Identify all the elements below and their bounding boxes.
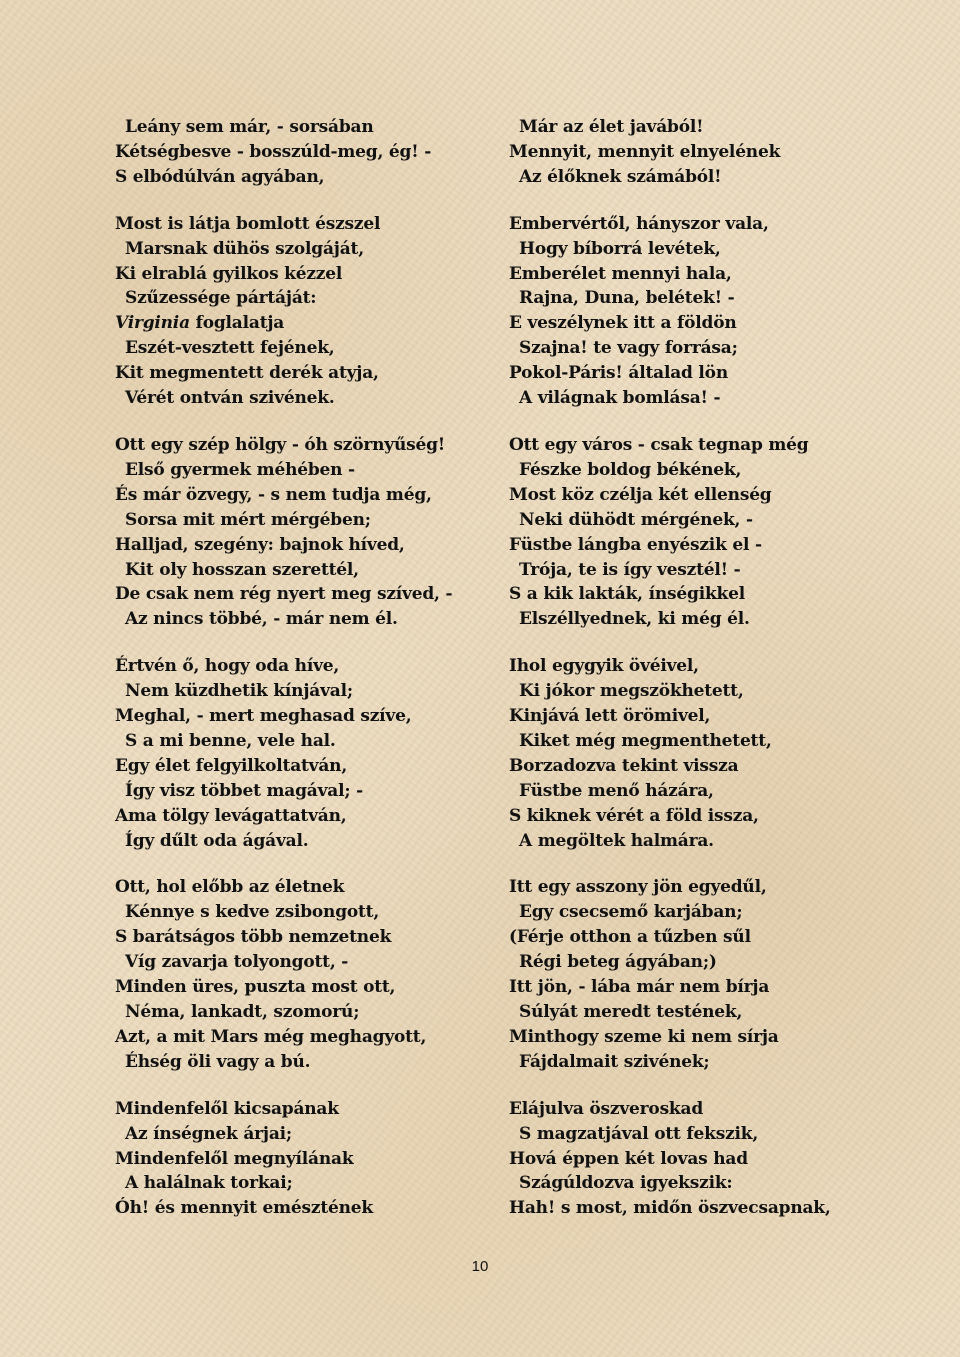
poem-line: Ki jókor megszökhetett, — [519, 681, 744, 702]
poem-line: Leány sem már, - sorsában — [125, 117, 374, 137]
poem-line: Kénnye s kedve zsibongott, — [125, 902, 380, 923]
left-poem-column — [115, 115, 515, 1243]
poem-line: Vérét ontván szivének. — [125, 388, 335, 409]
italic-name: Virginia — [115, 313, 190, 334]
poem-line: Első gyermek méhében - — [125, 459, 355, 480]
poem-line: S barátságos több nemzetnek — [115, 927, 392, 948]
stanza — [115, 212, 515, 411]
poem-line: Minthogy szeme ki nem sírja — [509, 1026, 779, 1047]
poem-line: Emberélet mennyi hala, — [509, 263, 732, 284]
poem-line: Szágúldozva igyekszik: — [519, 1173, 733, 1194]
stanza — [115, 115, 515, 190]
poem-line: Az nincs többé, - már nem él. — [125, 609, 398, 630]
stanza — [509, 115, 909, 190]
poem-line: Ama tölgy levágattatván, — [115, 805, 347, 826]
poem-line: Azt, a mit Mars még meghagyott, — [115, 1026, 427, 1047]
stanza — [115, 433, 515, 632]
poem-line: Óh! és mennyit emésztének — [115, 1198, 373, 1219]
poem-line: Fészke boldog békének, — [519, 459, 742, 480]
poem-line: Kit oly hosszan szerettél, — [125, 559, 359, 580]
poem-line: Mindenfelől kicsapának — [115, 1098, 339, 1119]
poem-line: Eszét-vesztett fejének, — [125, 338, 335, 359]
poem-line: Kiket még megmenthetett, — [519, 730, 772, 751]
poem-line: Borzadozva tekint vissza — [509, 755, 739, 776]
poem-line: Füstbe lángba enyészik el - — [509, 534, 762, 555]
poem-line: Már az élet javából! — [519, 117, 704, 137]
poem-line: Elájulva öszveroskad — [509, 1098, 704, 1119]
poem-line: S a mi benne, vele hal. — [125, 730, 336, 751]
poem-line: S a kik lakták, ínségikkel — [509, 584, 745, 605]
poem-line: Füstbe menő házára, — [519, 780, 714, 801]
poem-line: Itt jön, - lába már nem bírja — [509, 977, 770, 998]
stanza — [509, 433, 909, 632]
right-poem-column — [509, 115, 909, 1243]
poem-line: Víg zavarja tolyongott, - — [125, 952, 349, 973]
poem-line: Virginia foglalatja — [115, 313, 285, 334]
page-number: 10 — [471, 1258, 489, 1275]
poem-line: S elbódúlván agyában, — [115, 166, 325, 187]
poem-line: Az élőknek számából! — [519, 166, 722, 187]
poem-line: Ott, hol előbb az életnek — [115, 877, 345, 898]
poem-line: Embervértől, hányszor vala, — [509, 213, 769, 234]
poem-line: Egy élet felgyilkoltatván, — [115, 755, 348, 776]
poem-line: Szűzessége pártáját: — [125, 288, 317, 309]
poem-line: Kétségbesve - bosszúld-meg, ég! - — [115, 141, 432, 162]
stanza — [509, 654, 909, 853]
poem-line: Ki elrablá gyilkos kézzel — [115, 263, 343, 284]
poem-line: Nem küzdhetik kínjával; — [125, 681, 353, 702]
poem-line: Egy csecsemő karjában; — [519, 902, 743, 923]
poem-line: Súlyát meredt testének, — [519, 1002, 743, 1022]
poem-line: Neki dühödt mérgének, - — [519, 509, 753, 530]
poem-line: Marsnak dühös szolgáját, — [125, 238, 364, 259]
poem-line: Ott egy szép hölgy - óh szörnyűség! — [115, 434, 446, 455]
poem-line: Most is látja bomlott észszel — [115, 213, 381, 234]
stanza — [509, 875, 909, 1074]
poem-line: És már özvegy, - s nem tudja még, — [115, 484, 432, 505]
poem-line: Mennyit, mennyit elnyelének — [509, 141, 781, 162]
poem-line: S kiknek vérét a föld issza, — [509, 805, 759, 826]
poem-line: S magzatjával ott fekszik, — [519, 1123, 759, 1144]
poem-line: Trója, te is így vesztél! - — [519, 559, 741, 580]
poem-line: Pokol-Páris! általad lön — [509, 363, 728, 384]
poem-line: Minden üres, puszta most ott, — [115, 977, 396, 998]
poem-line: A megöltek halmára. — [519, 830, 714, 851]
poem-line: Sorsa mit mért mérgében; — [125, 509, 371, 530]
poem-line: Hah! s most, midőn öszvecsapnak, — [509, 1198, 831, 1219]
poem-line: Most köz czélja két ellenség — [509, 484, 772, 505]
poem-line: Ihol egygyik övéivel, — [509, 656, 699, 677]
poem-line: Így visz többet magával; - — [125, 780, 363, 801]
poem-line: Halljad, szegény: bajnok híved, — [115, 534, 405, 555]
poem-line: E veszélynek itt a földön — [509, 313, 737, 334]
poem-line: Régi beteg ágyában;) — [519, 952, 717, 973]
poem-line: Elszéllyednek, ki még él. — [519, 609, 750, 630]
stanza — [115, 875, 515, 1074]
poem-line: Hogy bíborrá levétek, — [519, 238, 721, 259]
stanza — [115, 1097, 515, 1222]
stanza — [509, 1097, 909, 1222]
poem-line: Ott egy város - csak tegnap még — [509, 434, 809, 455]
poem-line: Mindenfelől megnyílának — [115, 1148, 354, 1169]
poem-line: Itt egy asszony jön egyedűl, — [509, 877, 767, 898]
poem-line: (Férje otthon a tűzben sűl — [509, 927, 751, 948]
poem-line: Értvén ő, hogy oda híve, — [115, 656, 340, 677]
poem-line: A halálnak torkai; — [125, 1173, 293, 1194]
poem-line: Kinjává lett örömivel, — [509, 706, 711, 727]
poem-line: Éhség öli vagy a bú. — [125, 1051, 311, 1072]
poem-line: Az ínségnek árjai; — [125, 1123, 292, 1144]
poem-line: Néma, lankadt, szomorú; — [125, 1002, 360, 1022]
poem-line: Fájdalmait szivének; — [519, 1051, 710, 1072]
poem-line: Szajna! te vagy forrása; — [519, 338, 738, 359]
poem-line: A világnak bomlása! - — [519, 388, 721, 409]
poem-line: Rajna, Duna, belétek! - — [519, 288, 735, 309]
poem-line: Meghal, - mert meghasad szíve, — [115, 706, 412, 727]
poem-line: Így dűlt oda ágával. — [125, 830, 309, 851]
stanza — [509, 212, 909, 411]
poem-line: De csak nem rég nyert meg szíved, - — [115, 584, 453, 605]
poem-line: Kit megmentett derék atyja, — [115, 363, 379, 384]
stanza — [115, 654, 515, 853]
poem-line: Hová éppen két lovas had — [509, 1148, 748, 1169]
